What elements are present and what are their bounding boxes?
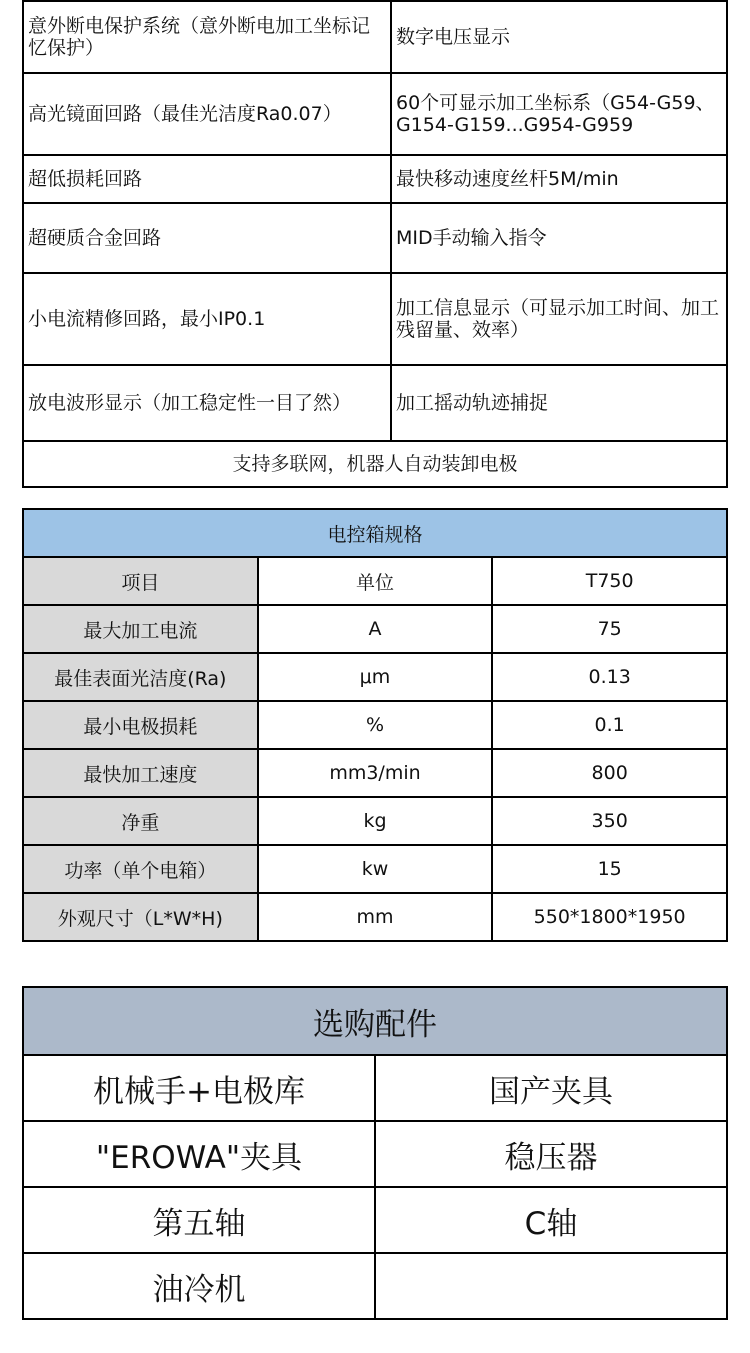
accessory-cell: 国产夹具	[375, 1055, 727, 1121]
specs-row	[23, 605, 727, 653]
feature-cell: 高光镜面回路（最佳光洁度Ra0.07）	[23, 73, 391, 155]
feature-cell: 最快移动速度丝杆5M/min	[391, 155, 727, 203]
feature-cell: 超硬质合金回路	[23, 203, 391, 273]
accessories-table	[22, 986, 728, 1320]
spec-value: 800	[492, 749, 727, 797]
feature-cell: 数字电压显示	[391, 1, 727, 73]
accessory-cell: 机械手+电极库	[23, 1055, 375, 1121]
spec-unit: A	[258, 605, 493, 653]
specs-header-unit: 单位	[258, 557, 493, 605]
spec-value: 0.1	[492, 701, 727, 749]
features-footer-row	[23, 441, 727, 487]
spec-item: 最快加工速度	[23, 749, 258, 797]
spec-value: 75	[492, 605, 727, 653]
specs-row	[23, 893, 727, 941]
accessories-row	[23, 1055, 727, 1121]
accessories-row	[23, 1253, 727, 1319]
feature-cell: 意外断电保护系统（意外断电加工坐标记忆保护）	[23, 1, 391, 73]
feature-cell: MID手动输入指令	[391, 203, 727, 273]
accessory-cell: 第五轴	[23, 1187, 375, 1253]
spec-item: 外观尺寸（L*W*H)	[23, 893, 258, 941]
spec-value: 15	[492, 845, 727, 893]
feature-cell: 超低损耗回路	[23, 155, 391, 203]
features-row	[23, 365, 727, 441]
specs-table	[22, 508, 728, 942]
specs-header-model: T750	[492, 557, 727, 605]
features-footer: 支持多联网，机器人自动装卸电极	[23, 441, 727, 487]
accessories-title: 选购配件	[23, 987, 727, 1055]
spec-item: 净重	[23, 797, 258, 845]
accessory-cell: "EROWA"夹具	[23, 1121, 375, 1187]
specs-row	[23, 845, 727, 893]
features-row	[23, 73, 727, 155]
spec-item: 最小电极损耗	[23, 701, 258, 749]
specs-header-row	[23, 557, 727, 605]
features-table	[22, 0, 728, 488]
features-row	[23, 273, 727, 365]
feature-cell: 加工摇动轨迹捕捉	[391, 365, 727, 441]
features-row	[23, 155, 727, 203]
accessories-row	[23, 1187, 727, 1253]
features-row	[23, 1, 727, 73]
feature-cell: 小电流精修回路，最小IP0.1	[23, 273, 391, 365]
spec-unit: kw	[258, 845, 493, 893]
spec-unit: mm	[258, 893, 493, 941]
feature-cell: 放电波形显示（加工稳定性一目了然）	[23, 365, 391, 441]
spec-value: 350	[492, 797, 727, 845]
accessory-cell: C轴	[375, 1187, 727, 1253]
spec-unit: kg	[258, 797, 493, 845]
accessories-row	[23, 1121, 727, 1187]
specs-row	[23, 797, 727, 845]
accessory-cell	[375, 1253, 727, 1319]
spec-unit: mm3/min	[258, 749, 493, 797]
spec-item: 功率（单个电箱）	[23, 845, 258, 893]
spec-value: 550*1800*1950	[492, 893, 727, 941]
specs-row	[23, 701, 727, 749]
features-row	[23, 203, 727, 273]
spec-unit: μm	[258, 653, 493, 701]
specs-title: 电控箱规格	[23, 509, 727, 557]
spec-value: 0.13	[492, 653, 727, 701]
spec-item: 最佳表面光洁度(Ra)	[23, 653, 258, 701]
spec-unit: %	[258, 701, 493, 749]
specs-header-item: 项目	[23, 557, 258, 605]
accessory-cell: 油冷机	[23, 1253, 375, 1319]
specs-row	[23, 749, 727, 797]
feature-cell: 加工信息显示（可显示加工时间、加工残留量、效率）	[391, 273, 727, 365]
specs-row	[23, 653, 727, 701]
accessories-title-row	[23, 987, 727, 1055]
spec-item: 最大加工电流	[23, 605, 258, 653]
accessory-cell: 稳压器	[375, 1121, 727, 1187]
specs-title-row	[23, 509, 727, 557]
feature-cell: 60个可显示加工坐标系（G54-G59、G154-G159...G954-G959	[391, 73, 727, 155]
